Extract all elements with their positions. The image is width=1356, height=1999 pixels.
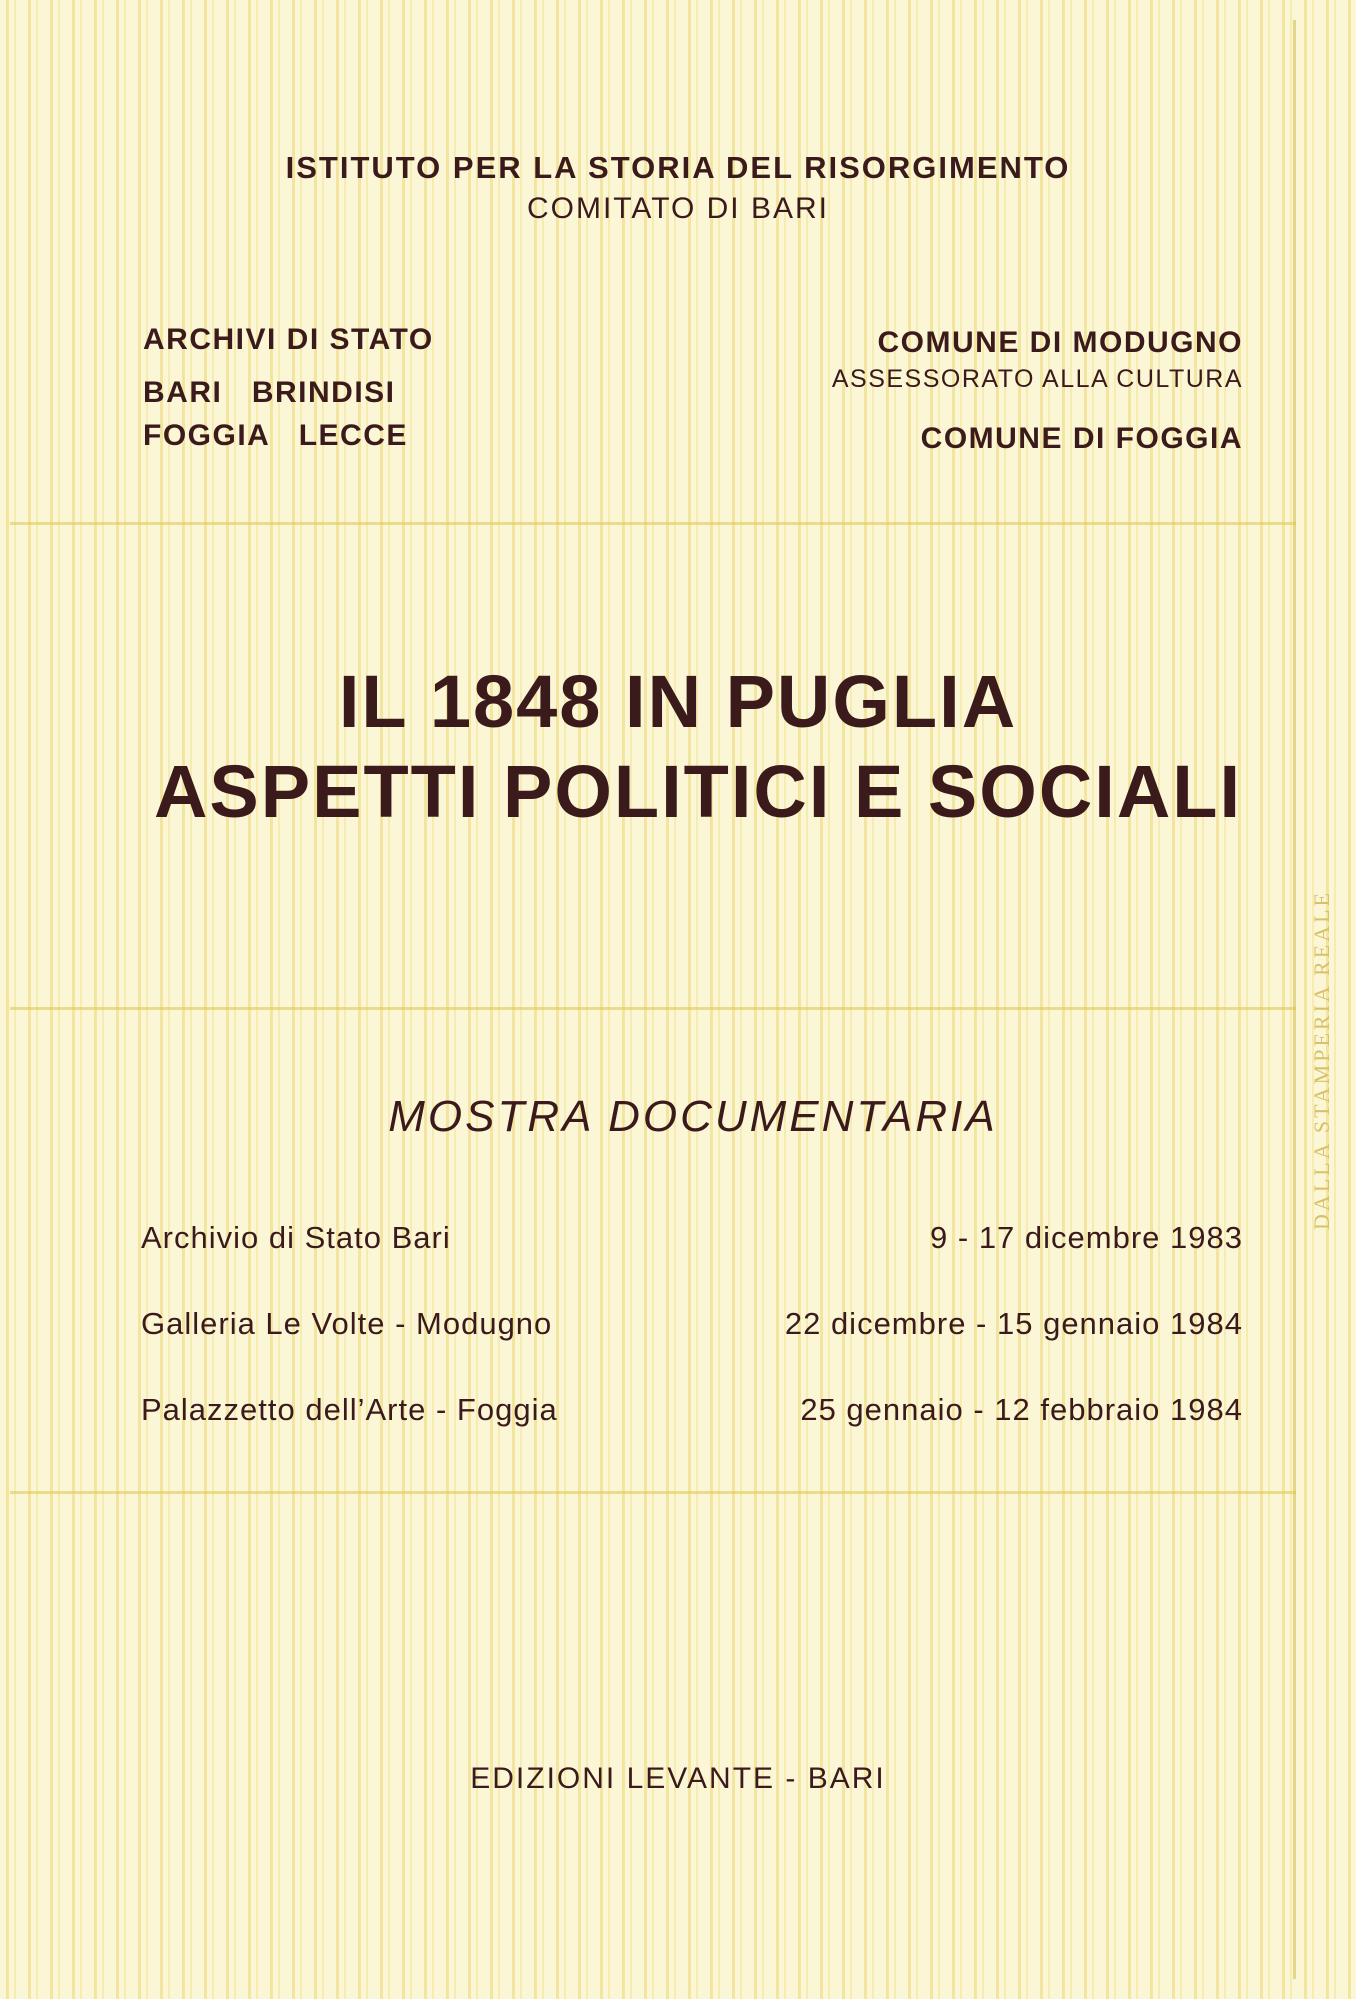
venue-place: Archivio di Stato Bari [141,1220,451,1255]
column-divider [10,1007,1296,1010]
venue-place: Galleria Le Volte - Modugno [141,1306,553,1341]
exhibition-subtitle: MOSTRA DOCUMENTARIA [388,1092,998,1141]
column-divider [10,1491,1296,1494]
archives-title: ARCHIVI DI STATO [143,323,434,356]
venue-dates: 22 dicembre - 15 gennaio 1984 [784,1306,1243,1341]
venue-row [141,1220,1243,1256]
committee-name: COMITATO DI BARI [526,192,829,225]
comune-foggia: COMUNE DI FOGGIA [920,422,1243,455]
venue-row [141,1306,1243,1342]
archives-cities-1: BARI BRINDISI [143,376,396,409]
venue-place: Palazzetto dell’Arte - Foggia [141,1392,558,1427]
venue-dates: 25 gennaio - 12 febbraio 1984 [800,1392,1243,1427]
background-stamp-text: DALLA STAMPERIA REALE [1309,890,1334,1230]
archives-cities-2: FOGGIA LECCE [143,419,408,452]
main-title-line-1: IL 1848 IN PUGLIA [338,660,1018,743]
comune-modugno: COMUNE DI MODUGNO [877,326,1243,359]
venue-dates: 9 - 17 dicembre 1983 [930,1220,1243,1255]
publisher: EDIZIONI LEVANTE - BARI [470,1762,886,1795]
institute-name: ISTITUTO PER LA STORIA DEL RISORGIMENTO [285,150,1071,185]
venue-row [141,1392,1243,1428]
assessorato: ASSESSORATO ALLA CULTURA [831,365,1243,393]
vertical-rule [1293,20,1296,1979]
column-divider [10,522,1296,525]
main-title-line-2: ASPETTI POLITICI E SOCIALI [153,750,1243,833]
